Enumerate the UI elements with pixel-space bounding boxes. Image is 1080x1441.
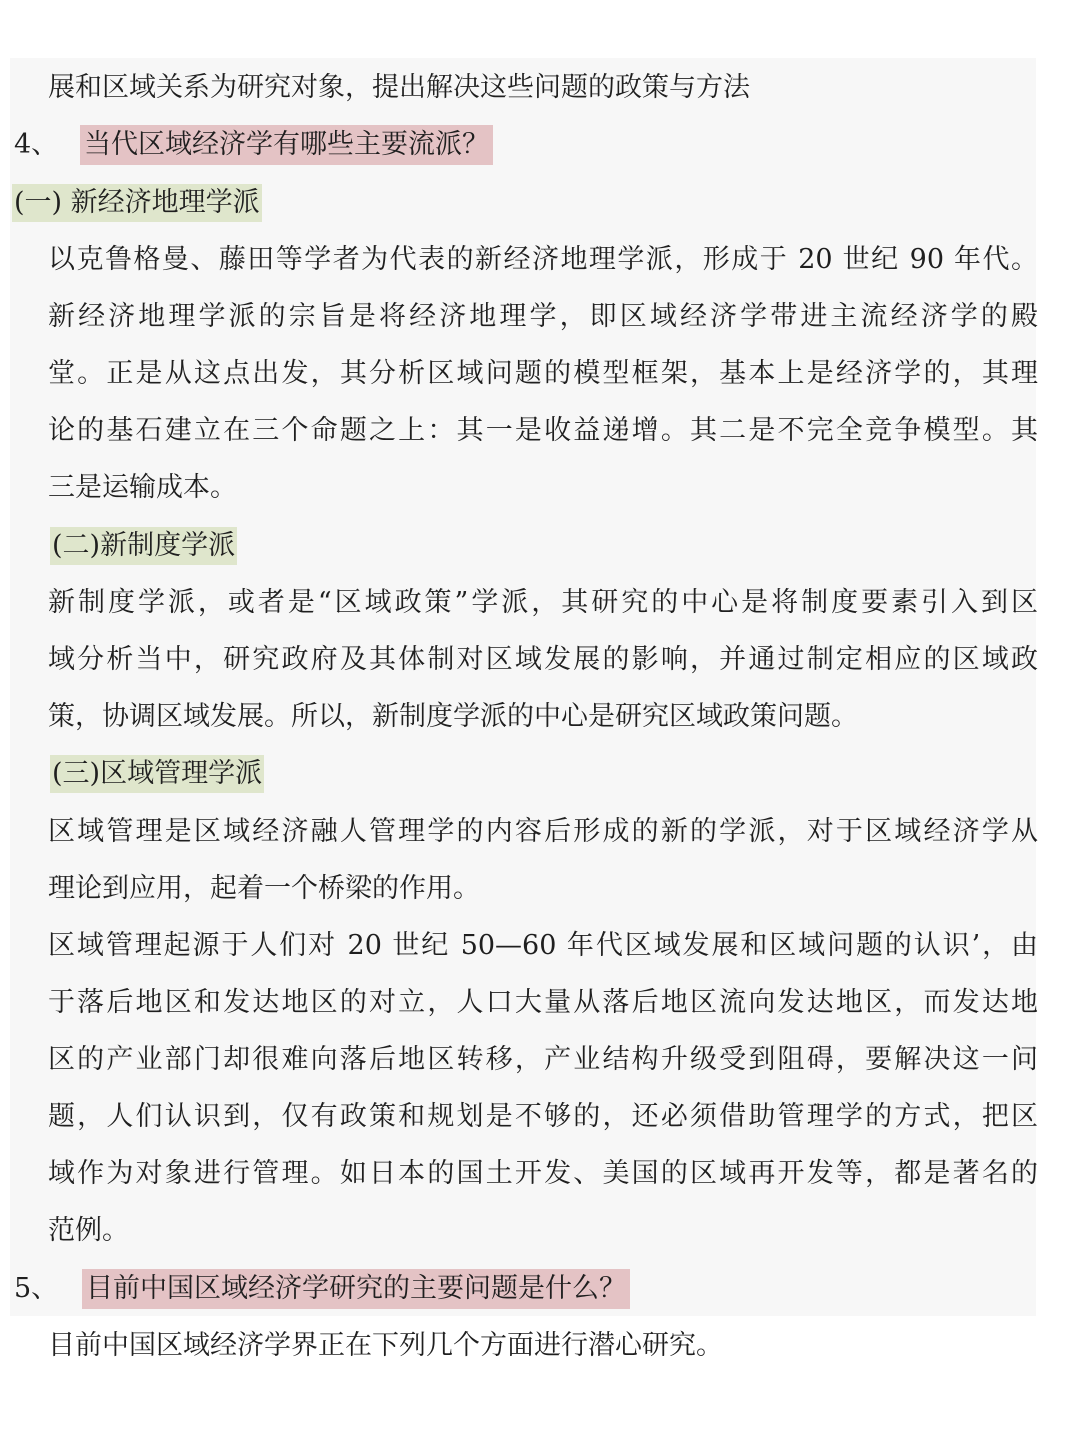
- section-3-heading: (三)区域管理学派: [50, 755, 264, 793]
- section-1-line: 三是运输成本。: [48, 472, 237, 503]
- section-3-line: 题，人们认识到，仅有政策和规划是不够的，还必须借助管理学的方式，把区: [48, 1101, 1038, 1132]
- question-4-number: 4、: [14, 129, 59, 160]
- section-3-line: 区域管理是区域经济融人管理学的内容后形成的新的学派，对于区域经济学从: [48, 816, 1038, 847]
- section-3-line: 于落后地区和发达地区的对立，人口大量从落后地区流向发达地区，而发达地: [48, 987, 1038, 1018]
- question-5-heading: 目前中国区域经济学研究的主要问题是什么？: [82, 1269, 630, 1309]
- question-5-number: 5、: [14, 1273, 59, 1304]
- section-2-line: 策，协调区域发展。所以，新制度学派的中心是研究区域政策问题。: [48, 701, 858, 732]
- section-3-line: 区域管理起源于人们对 20 世纪 50—60 年代区域发展和区域问题的认识’，由: [48, 930, 1038, 961]
- intro-line: 展和区域关系为研究对象，提出解决这些问题的政策与方法: [48, 72, 750, 103]
- question-4-heading: 当代区域经济学有哪些主要流派？: [80, 125, 493, 165]
- closing-line: 目前中国区域经济学界正在下列几个方面进行潜心研究。: [48, 1330, 723, 1361]
- section-1-heading: (一) 新经济地理学派: [12, 184, 262, 222]
- section-2-heading: (二)新制度学派: [50, 527, 237, 565]
- section-1-line: 以克鲁格曼、藤田等学者为代表的新经济地理学派，形成于 20 世纪 90 年代。: [48, 244, 1038, 275]
- section-3-line: 域作为对象进行管理。如日本的国土开发、美国的区域再开发等，都是著名的: [48, 1158, 1038, 1189]
- section-2-line: 域分析当中，研究政府及其体制对区域发展的影响，并通过制定相应的区域政: [48, 644, 1038, 675]
- section-3-line: 范例。: [48, 1215, 129, 1246]
- section-2-line: 新制度学派，或者是“区域政策”学派，其研究的中心是将制度要素引入到区: [48, 587, 1038, 618]
- section-1-line: 论的基石建立在三个命题之上：其一是收益递增。其二是不完全竞争模型。其: [48, 415, 1038, 446]
- section-1-line: 堂。正是从这点出发，其分析区域问题的模型框架，基本上是经济学的，其理: [48, 358, 1038, 389]
- section-1-line: 新经济地理学派的宗旨是将经济地理学，即区域经济学带进主流经济学的殿: [48, 301, 1038, 332]
- section-3-line: 区的产业部门却很难向落后地区转移，产业结构升级受到阻碍，要解决这一问: [48, 1044, 1038, 1075]
- section-3-line: 理论到应用，起着一个桥梁的作用。: [48, 873, 480, 904]
